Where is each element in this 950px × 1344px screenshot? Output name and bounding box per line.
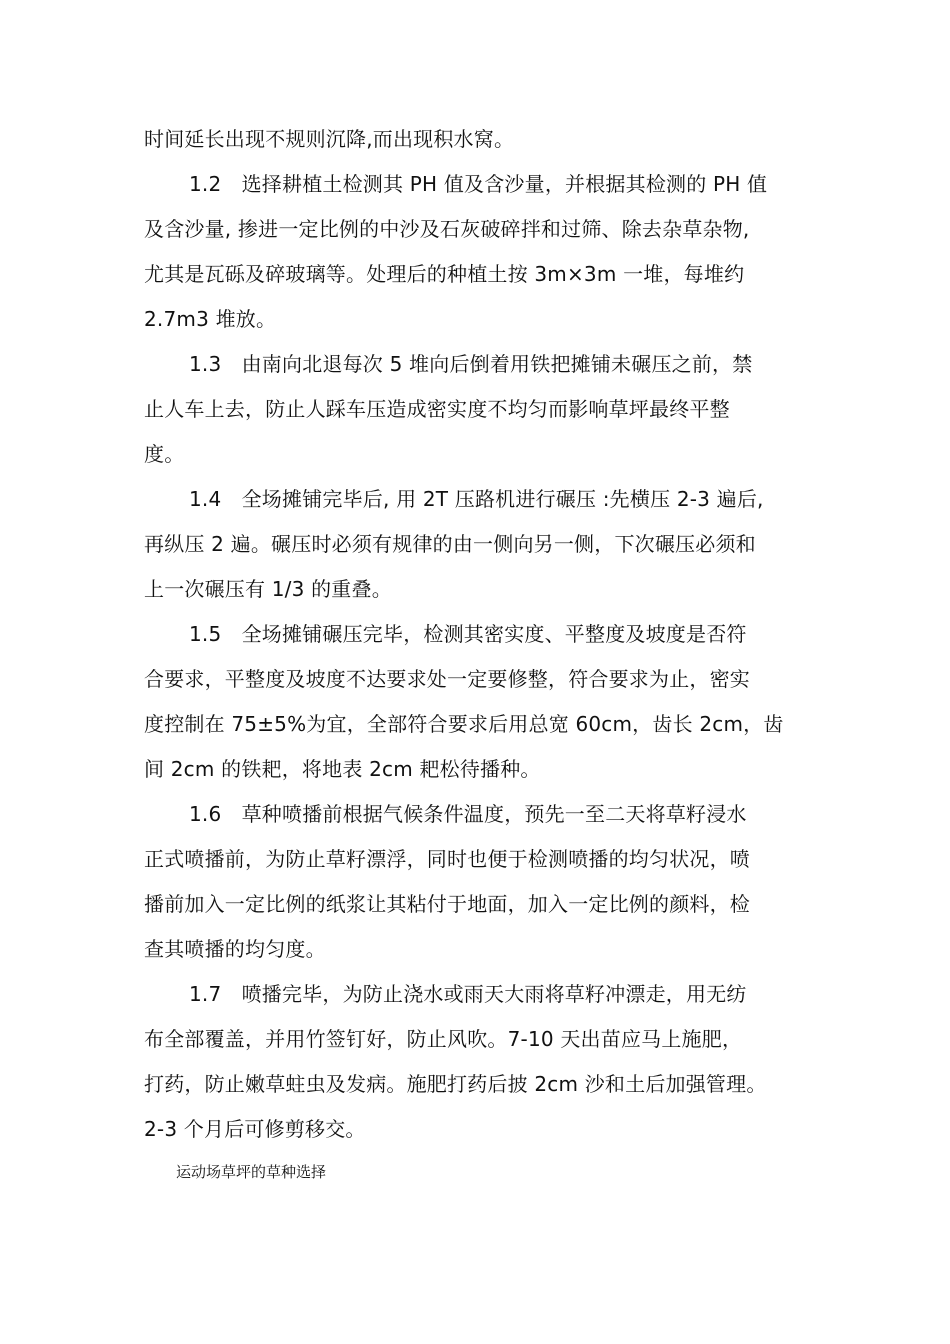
text-line: 尤其是瓦砾及碎玻璃等。处理后的种植土按 3m×3m 一堆，每堆约 [144, 262, 745, 286]
text-line: 1.5 全场摊铺碾压完毕，检测其密实度、平整度及坡度是否符 [189, 622, 747, 646]
text-line: 1.3 由南向北退每次 5 堆向后倒着用铁把摊铺未碾压之前，禁 [189, 352, 753, 376]
text-line: 布全部覆盖，并用竹签钉好，防止风吹。7-10 天出苗应马上施肥， [144, 1027, 743, 1051]
text-line: 时间延长出现不规则沉降,而出现积水窝。 [144, 127, 515, 151]
text-line: 播前加入一定比例的纸浆让其粘付于地面，加入一定比例的颜料，检 [144, 892, 750, 916]
text-line: 间 2cm 的铁耙，将地表 2cm 耙松待播种。 [144, 757, 541, 781]
text-line: 再纵压 2 遍。碾压时必须有规律的由一侧向另一侧，下次碾压必须和 [144, 532, 756, 556]
section-caption: 运动场草坪的草种选择 [176, 1163, 327, 1181]
text-line: 2.7m3 堆放。 [144, 307, 277, 331]
text-line: 度控制在 75±5%为宜，全部符合要求后用总宽 60cm，齿长 2cm，齿 [144, 712, 784, 736]
text-line: 1.2 选择耕植土检测其 PH 值及含沙量，并根据其检测的 PH 值 [189, 172, 768, 196]
text-line: 1.7 喷播完毕，为防止浇水或雨天大雨将草籽冲漂走，用无纺 [189, 982, 747, 1006]
text-line: 止人车上去，防止人踩车压造成密实度不均匀而影响草坪最终平整 [144, 397, 730, 421]
text-line: 打药，防止嫩草蛀虫及发病。施肥打药后披 2cm 沙和土后加强管理。 [144, 1072, 767, 1096]
text-line: 正式喷播前，为防止草籽漂浮，同时也便于检测喷播的均匀状况，喷 [144, 847, 750, 871]
text-line: 2-3 个月后可修剪移交。 [144, 1117, 366, 1141]
text-line: 上一次碾压有 1/3 的重叠。 [144, 577, 392, 601]
text-line: 度。 [144, 442, 185, 466]
text-line: 合要求，平整度及坡度不达要求处一定要修整，符合要求为止，密实 [144, 667, 750, 691]
text-line: 查其喷播的均匀度。 [144, 937, 326, 961]
text-line: 及含沙量, 掺进一定比例的中沙及石灰破碎拌和过筛、除去杂草杂物, [144, 217, 750, 241]
text-line: 1.4 全场摊铺完毕后, 用 2T 压路机进行碾压 :先横压 2-3 遍后, [189, 487, 764, 511]
text-line: 1.6 草种喷播前根据气候条件温度，预先一至二天将草籽浸水 [189, 802, 747, 826]
